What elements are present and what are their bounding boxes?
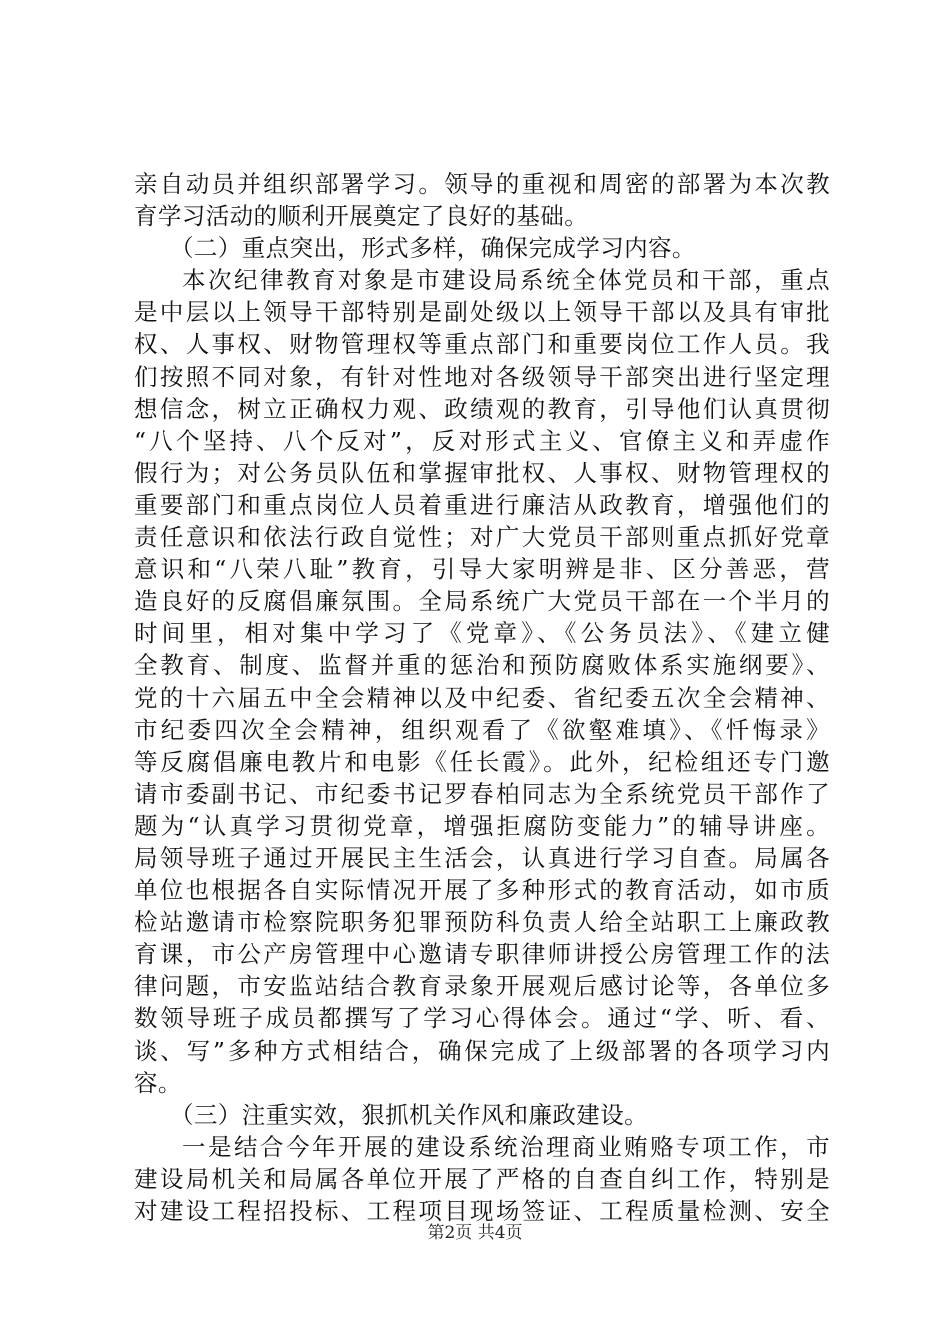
body-line: 市纪委四次全会精神，组织观看了《欲壑难填》、《忏悔录》 <box>134 715 830 744</box>
body-line: 意识和“八荣八耻”教育，引导大家明辨是非、区分善恶，营 <box>134 555 830 584</box>
body-line: 育课，市公产房管理中心邀请专职律师讲授公房管理工作的法 <box>134 940 830 969</box>
body-line: 时间里，相对集中学习了《党章》、《公务员法》、《建立健 <box>134 619 830 648</box>
body-line: 检站邀请市检察院职务犯罪预防科负责人给全站职工上廉政教 <box>134 908 830 937</box>
body-line: 题为“认真学习贯彻党章，增强拒腐防变能力”的辅导讲座。 <box>134 811 830 840</box>
body-line: 造良好的反腐倡廉氛围。全局系统广大党员干部在一个半月的 <box>134 587 830 616</box>
body-line: 谈、写”多种方式相结合，确保完成了上级部署的各项学习内 <box>134 1036 830 1065</box>
body-line: 重要部门和重点岗位人员着重进行廉洁从政教育，增强他们的 <box>134 490 830 519</box>
page-number-footer: 第2页 共4页 <box>427 1223 523 1243</box>
section-heading: （二）重点突出，形式多样，确保完成学习内容。 <box>170 234 696 263</box>
body-line: 单位也根据各自实际情况开展了多种形式的教育活动，如市质 <box>134 876 830 905</box>
body-line: 局领导班子通过开展民主生活会，认真进行学习自查。局属各 <box>134 843 830 872</box>
body-line: 全教育、制度、监督并重的惩治和预防腐败体系实施纲要》、 <box>134 651 830 680</box>
body-line: 等反腐倡廉电教片和电影《任长霞》。此外，纪检组还专门邀 <box>134 747 830 776</box>
section-heading: （三）注重实效，狠抓机关作风和廉政建设。 <box>170 1100 648 1129</box>
body-line: 假行为；对公务员队伍和掌握审批权、人事权、财物管理权的 <box>134 458 830 487</box>
body-line: 是中层以上领导干部特别是副处级以上领导干部以及具有审批 <box>134 298 830 327</box>
paragraph-first-line: 一是结合今年开展的建设系统治理商业贿赂专项工作，市 <box>182 1132 830 1161</box>
body-line: 想信念，树立正确权力观、政绩观的教育，引导他们认真贯彻 <box>134 394 830 423</box>
body-line: “八个坚持、八个反对”，反对形式主义、官僚主义和弄虚作 <box>134 426 830 455</box>
body-line: 们按照不同对象，有针对性地对各级领导干部突出进行坚定理 <box>134 362 830 391</box>
document-body <box>134 168 830 1227</box>
body-line: 党的十六届五中全会精神以及中纪委、省纪委五次全会精神、 <box>134 683 830 712</box>
body-line: 权、人事权、财物管理权等重点部门和重要岗位工作人员。我 <box>134 330 830 359</box>
body-line: 数领导班子成员都撰写了学习心得体会。通过“学、听、看、 <box>134 1004 830 1033</box>
body-line: 责任意识和依法行政自觉性；对广大党员干部则重点抓好党章 <box>134 523 830 552</box>
body-line: 育学习活动的顺利开展奠定了良好的基础。 <box>134 202 589 231</box>
body-line: 对建设工程招投标、工程项目现场签证、工程质量检测、安全 <box>134 1197 830 1225</box>
body-line: 建设局机关和局属各单位开展了严格的自查自纠工作，特别是 <box>134 1164 830 1193</box>
body-line: 容。 <box>134 1068 182 1097</box>
body-line: 亲自动员并组织部署学习。领导的重视和周密的部署为本次教 <box>134 170 830 198</box>
body-line: 律问题，市安监站结合教育录象开展观后感讨论等，各单位多 <box>134 972 830 1001</box>
paragraph-first-line: 本次纪律教育对象是市建设局系统全体党员和干部，重点 <box>182 266 830 295</box>
body-line: 请市委副书记、市纪委书记罗春柏同志为全系统党员干部作了 <box>134 779 830 808</box>
